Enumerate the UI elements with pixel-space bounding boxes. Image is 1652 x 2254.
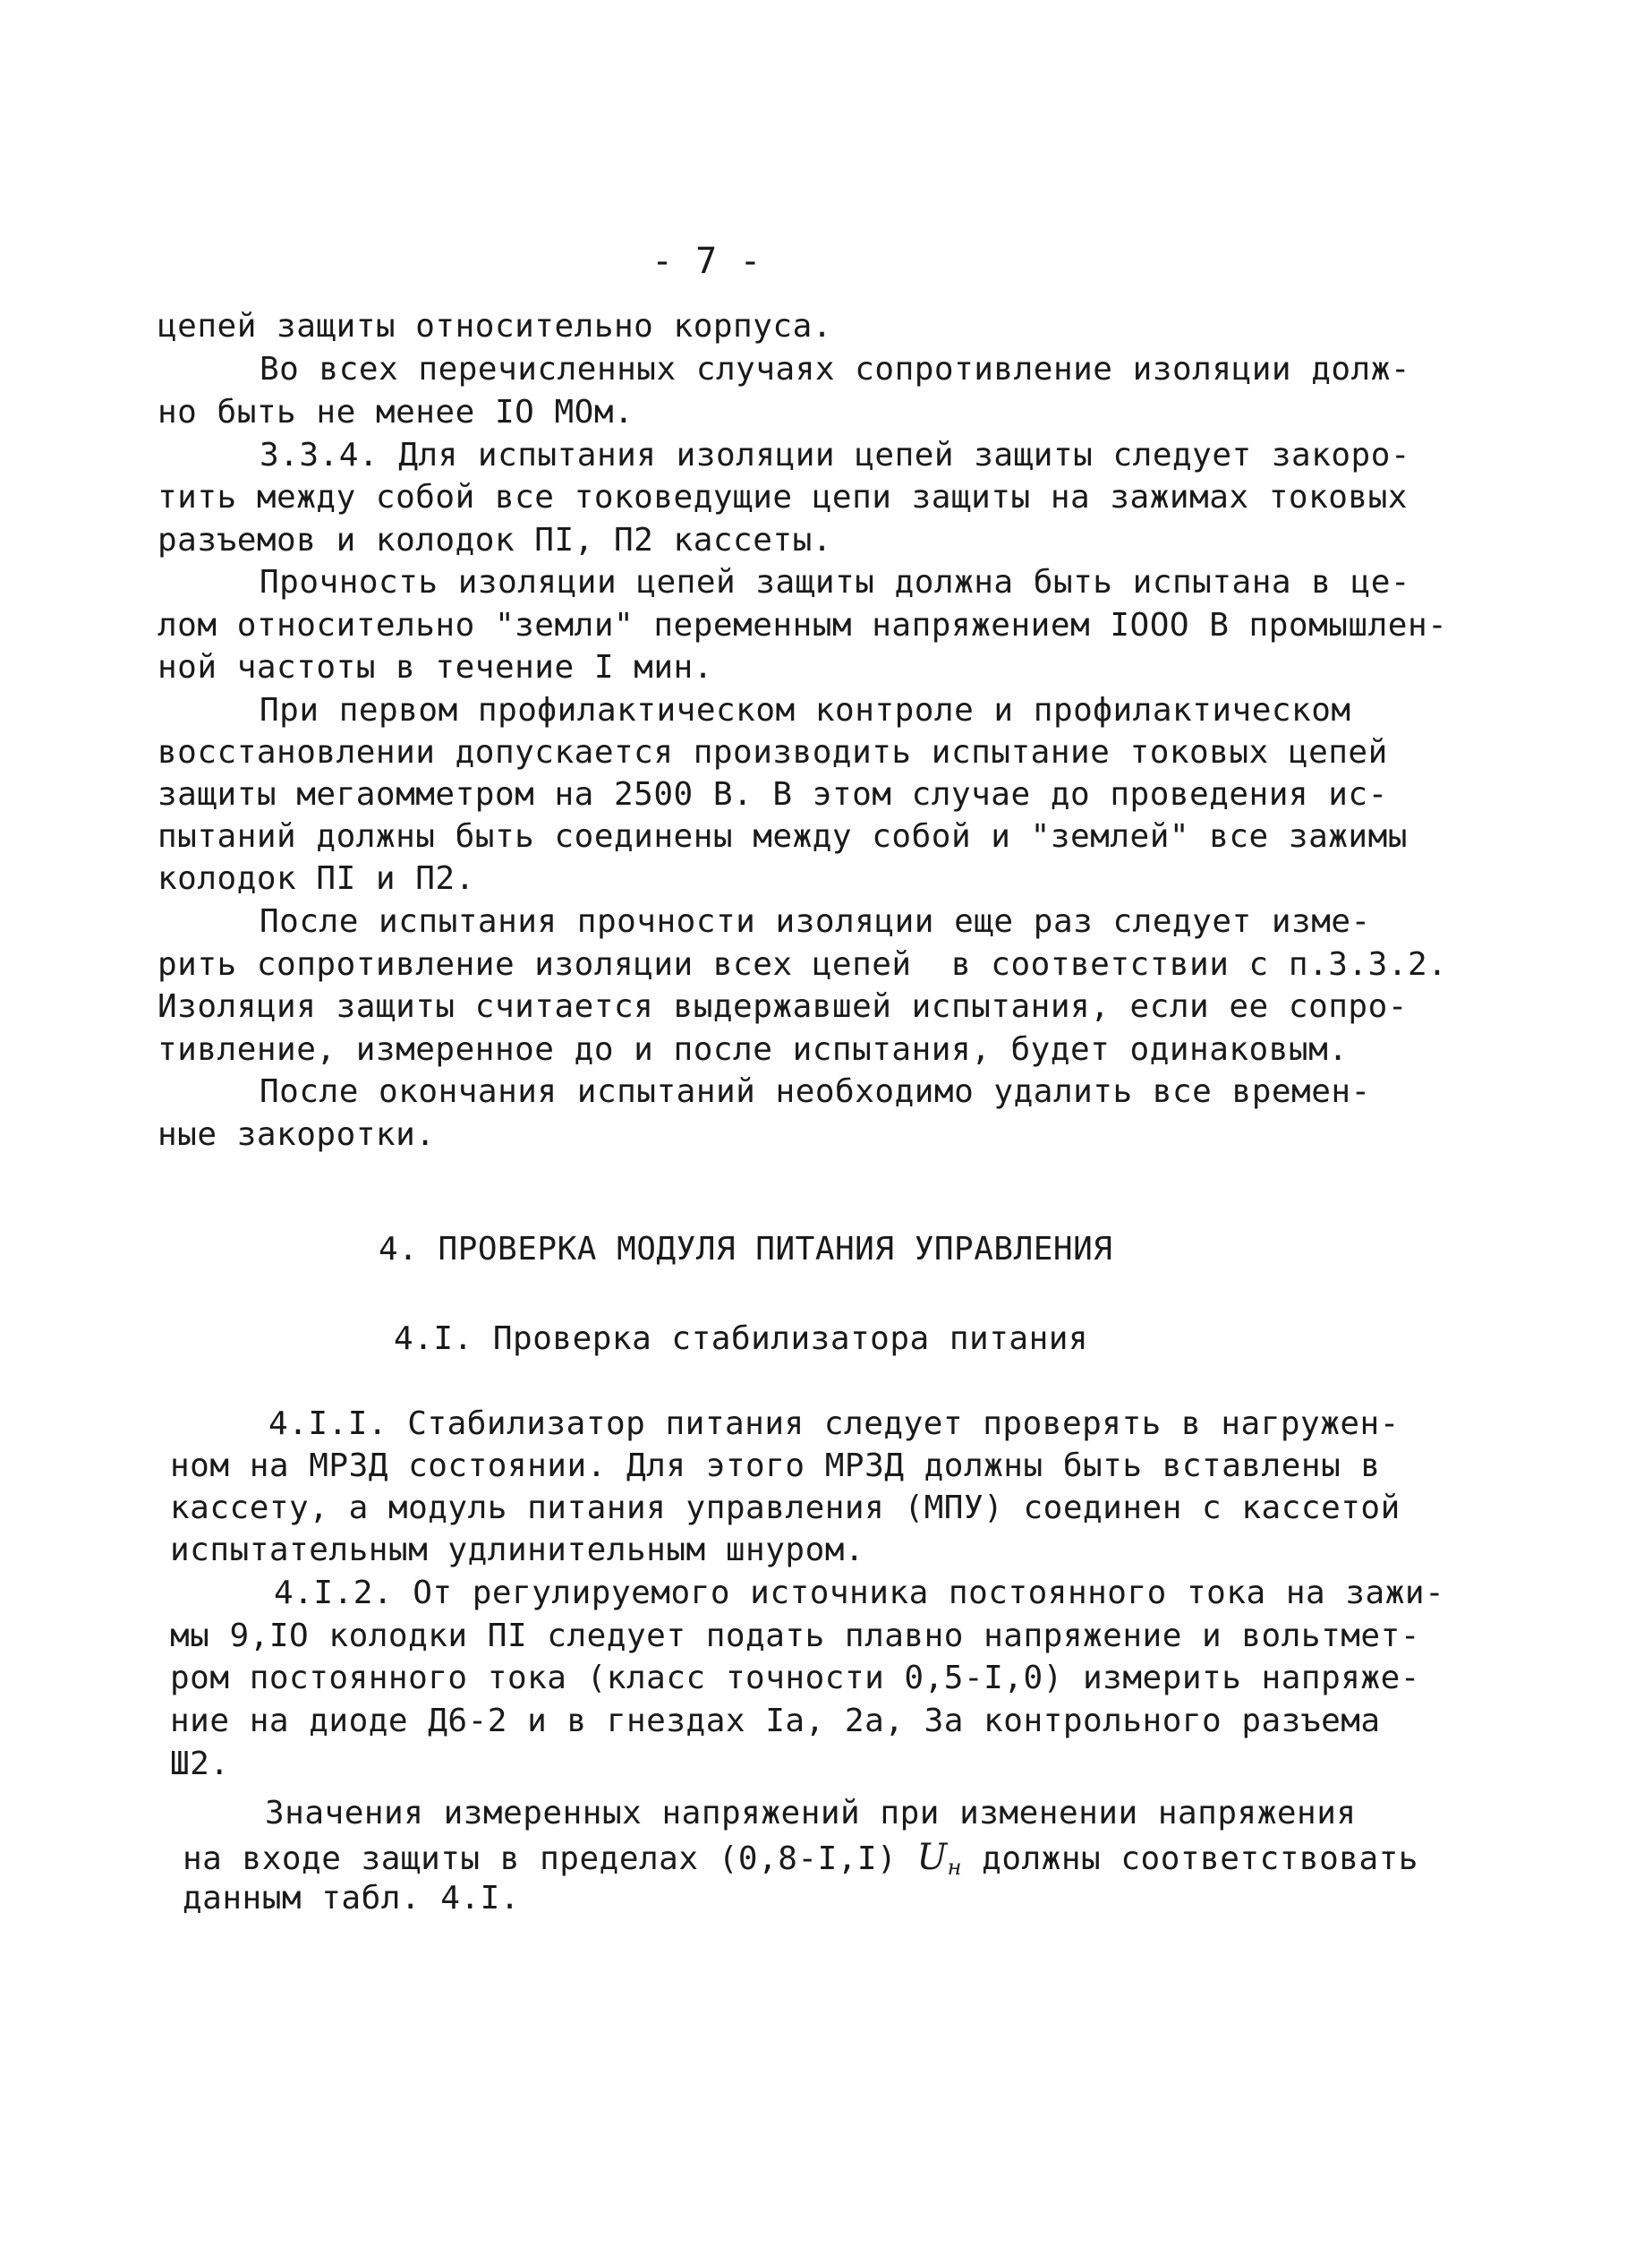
text-line: пытаний должны быть соединены между собой и "землей" все зажимы bbox=[158, 818, 1408, 855]
text-fragment: должны соответствовать bbox=[961, 1840, 1418, 1877]
text-line: лом относительно "земли" переменным напряжением IOOO В промышлен- bbox=[158, 607, 1448, 644]
text-line: ные закоротки. bbox=[158, 1116, 436, 1153]
text-line: рить сопротивление изоляции всех цепей в соответствии с п.3.3.2. bbox=[158, 946, 1448, 983]
text-line: тить между собой все токоведущие цепи защиты на зажимах токовых bbox=[158, 479, 1408, 516]
page-number: - 7 - bbox=[651, 241, 762, 282]
text-line: Прочность изоляции цепей защиты должна быть испытана в це- bbox=[260, 564, 1411, 601]
text-line: После испытания прочности изоляции еще раз следует изме- bbox=[260, 903, 1371, 940]
symbol-subscript: н bbox=[947, 1855, 962, 1880]
text-line: ном на МРЗД состоянии. Для этого МРЗД должны быть вставлены в bbox=[170, 1447, 1381, 1484]
symbol-u: U bbox=[916, 1837, 948, 1878]
text-line: 4.I.2. От регулируемого источника постоянного тока на зажи- bbox=[274, 1575, 1445, 1611]
text-line: цепей защиты относительно корпуса. bbox=[158, 308, 832, 345]
text-line: Значения измеренных напряжений при изменении напряжения bbox=[265, 1795, 1357, 1831]
text-line: мы 9,IO колодки ПI следует подать плавно напряжение и вольтмет- bbox=[170, 1618, 1420, 1654]
section-heading: 4. ПРОВЕРКА МОДУЛЯ ПИТАНИЯ УПРАВЛЕНИЯ bbox=[379, 1231, 1113, 1268]
text-line: Ш2. bbox=[170, 1746, 230, 1782]
text-line: защиты мегаомметром на 2500 В. В этом случае до проведения ис- bbox=[158, 776, 1388, 813]
text-line: ние на диоде Д6-2 и в гнездах Iа, 2а, 3а контрольного разъема bbox=[170, 1703, 1381, 1739]
text-line: восстановлении допускается производить испытание токовых цепей bbox=[158, 734, 1388, 771]
text-fragment: на входе защиты в пределах (0,8-I,I) bbox=[183, 1840, 917, 1877]
subsection-heading: 4.I. Проверка стабилизатора питания bbox=[394, 1320, 1089, 1357]
text-line: Во всех перечисленных случаях сопротивление изоляции долж- bbox=[260, 351, 1411, 388]
text-line: разъемов и колодок ПI, П2 кассеты. bbox=[158, 522, 832, 559]
text-line: данным табл. 4.I. bbox=[183, 1880, 520, 1917]
text-line: 3.3.4. Для испытания изоляции цепей защиты следует закоро- bbox=[260, 437, 1411, 474]
text-line: Изоляция защиты считается выдержавшей испытания, если ее сопро- bbox=[158, 988, 1408, 1025]
text-line: После окончания испытаний необходимо удалить все времен- bbox=[260, 1073, 1371, 1110]
text-line: 4.I.I. Стабилизатор питания следует проверять в нагружен- bbox=[268, 1405, 1400, 1442]
text-line: кассету, а модуль питания управления (МПУ) соединен с кассетой bbox=[170, 1490, 1401, 1526]
text-line: При первом профилактическом контроле и профилактическом bbox=[260, 692, 1351, 729]
text-line: колодок ПI и П2. bbox=[158, 860, 475, 897]
text-line: тивление, измеренное до и после испытания, будет одинаковым. bbox=[158, 1031, 1349, 1068]
text-line-with-symbol bbox=[183, 1837, 1418, 1880]
text-line: ром постоянного тока (класс точности 0,5-I,0) измерить напряже- bbox=[170, 1660, 1420, 1696]
voltage-symbol bbox=[916, 1837, 962, 1878]
text-line: ной частоты в течение I мин. bbox=[158, 649, 713, 686]
text-line: но быть не менее IO МОм. bbox=[158, 394, 634, 431]
text-line: испытательным удлинительным шнуром. bbox=[170, 1532, 865, 1568]
